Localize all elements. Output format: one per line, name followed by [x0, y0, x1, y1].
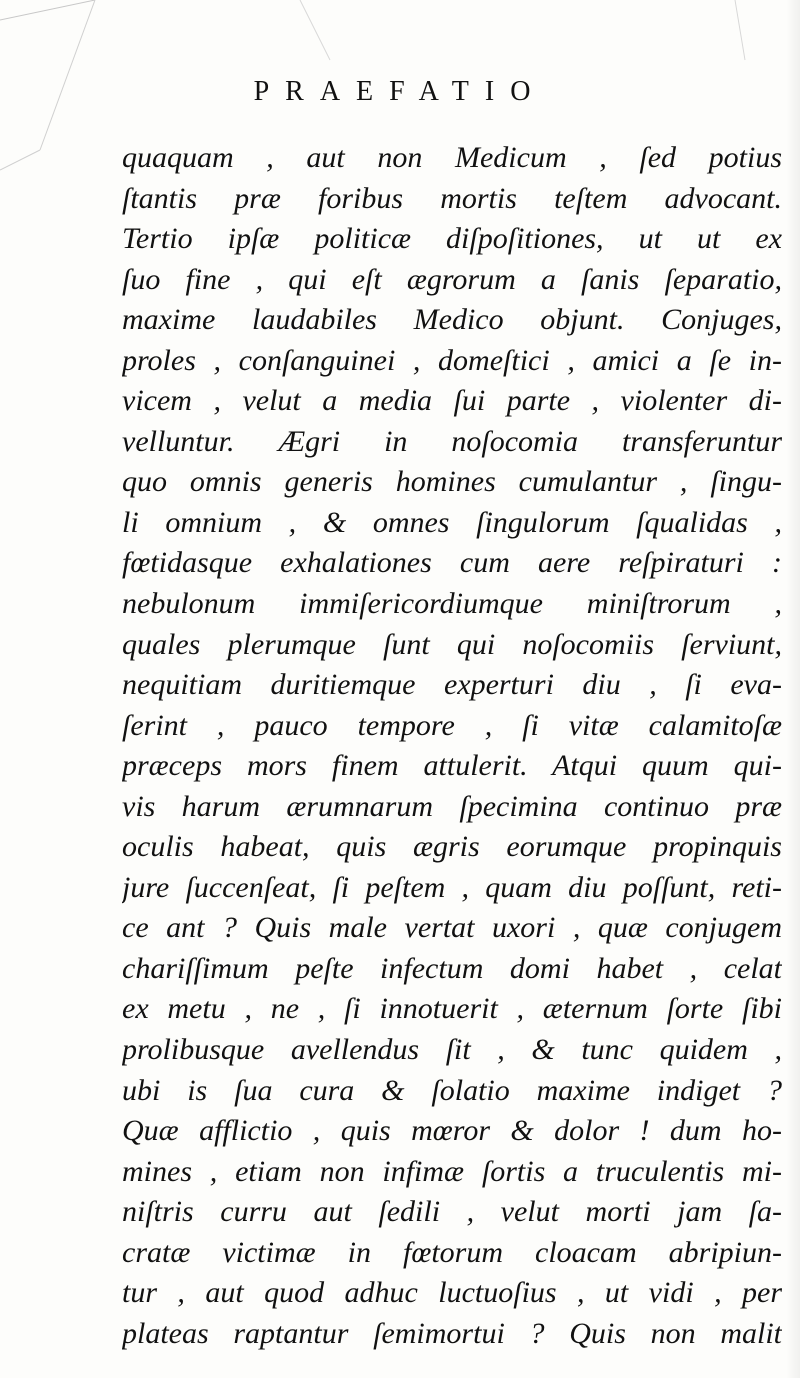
text-line: ex metu , ne , ſi innotuerit , æternum ſorte ſibi [122, 992, 782, 1026]
text-line: Quæ afflictio , quis mœror & dolor ! dum ho- [122, 1114, 782, 1148]
text-line: cratæ victimæ in fœtorum cloacam abripiun- [122, 1235, 782, 1269]
text-line: niſtris curru aut ſedili , velut morti jam ſa- [122, 1195, 782, 1229]
text-line: ubi is ſua cura & ſolatio maxime indiget ? [122, 1073, 782, 1107]
text-line: nequitiam duritiemque experturi diu , ſi eva- [122, 668, 782, 702]
text-line: oculis habeat, quis ægris eorumque propinquis [122, 830, 782, 864]
text-line: ſuo fine , qui eſt ægrorum a ſanis ſeparatio, [122, 262, 782, 296]
text-line: proles , conſanguinei , domeſtici , amici a ſe in- [122, 343, 782, 377]
text-line: vis harum ærumnarum ſpecimina continuo præ [122, 789, 782, 823]
text-line: jure ſuccenſeat, ſi peſtem , quam diu poſſunt, reti- [122, 870, 782, 904]
text-line: ſerint , pauco tempore , ſi vitæ calamitoſæ [122, 708, 782, 742]
text-line: velluntur. Ægri in noſocomia transferuntur [122, 424, 782, 458]
text-line: nebulonum immiſericordiumque miniſtrorum , [122, 587, 782, 621]
text-line: ce ant ? Quis male vertat uxori , quæ conjugem [122, 911, 782, 945]
text-line: quales plerumque ſunt qui noſocomiis ſerviunt, [122, 627, 782, 661]
text-line: quo omnis generis homines cumulantur , ſingu- [122, 465, 782, 499]
body-text [122, 138, 782, 1354]
text-line: li omnium , & omnes ſingulorum ſqualidas , [122, 505, 782, 539]
text-line: vicem , velut a media ſui parte , violenter di- [122, 384, 782, 418]
page-edge-shadow [786, 0, 800, 1378]
text-line: tur , aut quod adhuc luctuoſius , ut vidi , per [122, 1276, 782, 1310]
text-line: plateas raptantur ſemimortui ? Quis non malit [122, 1316, 782, 1350]
text-line: Tertio ipſæ politicæ diſpoſitiones, ut ut ex [122, 222, 782, 256]
text-line: quaquam , aut non Medicum , ſed potius [122, 141, 782, 174]
running-head: PRAEFATIO [253, 76, 547, 107]
text-line: ſtantis præ foribus mortis teſtem advocant. [122, 181, 782, 215]
text-line: prolibusque avellendus ſit , & tunc quidem , [122, 1033, 782, 1067]
text-line: mines , etiam non infimæ ſortis a truculentis mi- [122, 1154, 782, 1188]
text-line: fœtidasque exhalationes cum aere reſpiraturi : [122, 546, 782, 580]
text-line: præceps mors finem attulerit. Atqui quum qui- [122, 749, 782, 783]
text-line: maxime laudabiles Medico objunt. Conjuges, [122, 303, 782, 337]
text-line: chariſſimum peſte infectum domi habet , celat [122, 951, 782, 985]
